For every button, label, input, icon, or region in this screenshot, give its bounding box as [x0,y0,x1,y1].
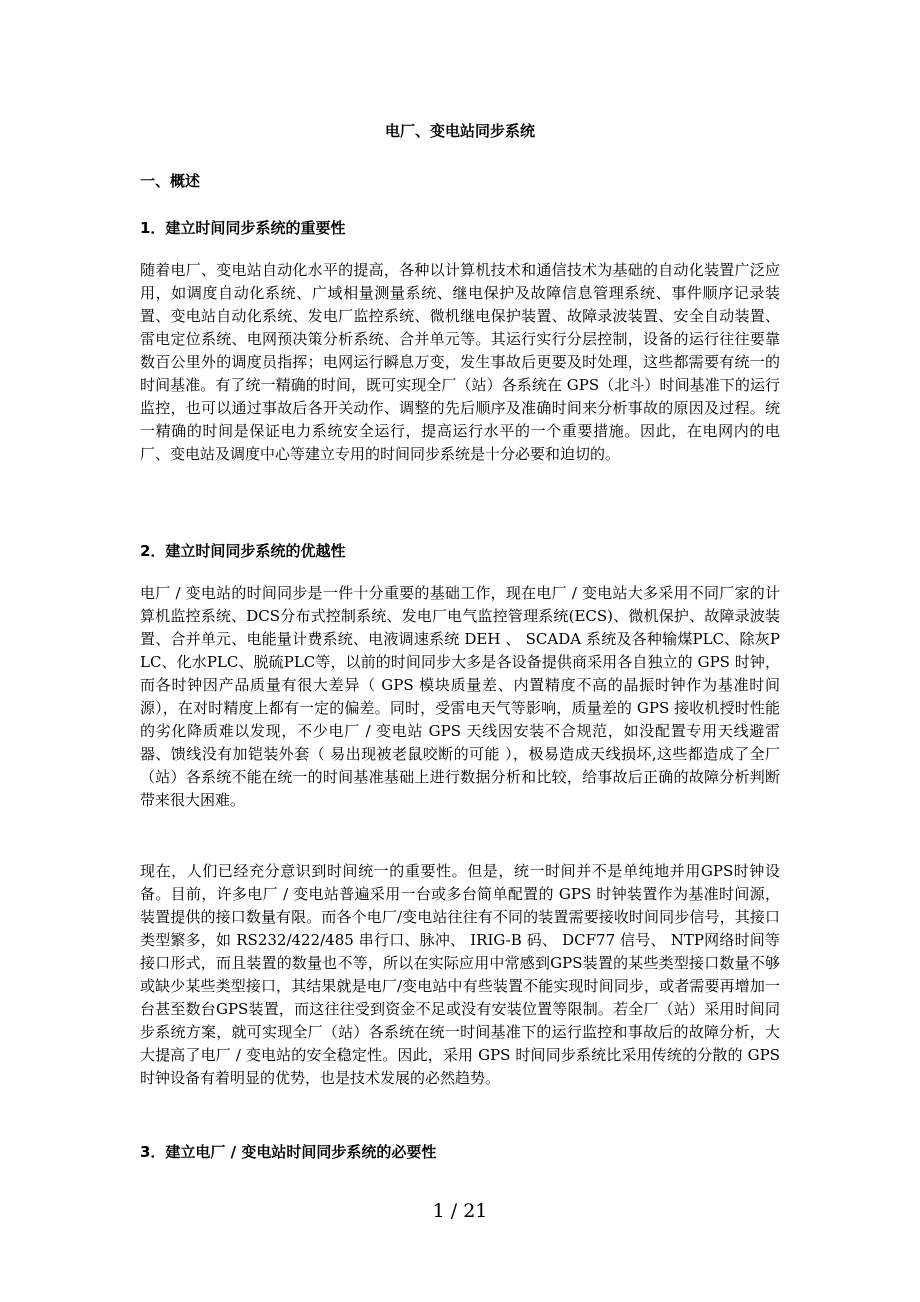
paragraph-advantages-2: 现在，人们已经充分意识到时间统一的重要性。但是，统一时间并不是单纯地并用GPS时钟设备。目前，许多电厂 / 变电站普遍采用一台或多台简单配置的 GPS 时钟装置作为基准时间源，装置提供的接口数量有限。而各个电厂/变电站往往有不同的装置需要接收时间同步信号，其接口类型繁多，如 RS232/422/485 串行口、脉冲、 IRIG-B 码、 DCF77 信号、 NTP网络时间等接口形式，而且装置的数量也不等，所以在实际应用中常感到GPS装置的某些类型接口数量不够或缺少某些类型接口，其结果就是电厂/变电站中有些装置不能实现时间同步，或者需要再增加一台甚至数台GPS装置，而这往往受到资金不足或没有安装位置等限制。若全厂（站）采用时间同步系统方案，就可实现全厂（站）各系统在统一时间基准下的运行监控和事故后的故障分析，大大提高了电厂 / 变电站的安全稳定性。因此，采用 GPS 时间同步系统比采用传统的分散的 GPS 时钟设备有着明显的优势，也是技术发展的必然趋势。 [140,862,780,1087]
paragraph-importance: 随着电厂、变电站自动化水平的提高，各种以计算机技术和通信技术为基础的自动化装置广泛应用，如调度自动化系统、广域相量测量系统、继电保护及故障信息管理系统、事件顺序记录装置、变电站自动化系统、发电厂监控系统、微机继电保护装置、故障录波装置、安全自动装置、雷电定位系统、电网预决策分析系统、合并单元等。其运行实行分层控制，设备的运行往往要靠数百公里外的调度员指挥；电网运行瞬息万变，发生事故后更要及时处理，这些都需要有统一的时间基准。有了统一精确的时间，既可实现全厂（站）各系统在 GPS（北斗）时间基准下的运行监控，也可以通过事故后各开关动作、调整的先后顺序及准确时间来分析事故的原因及过程。统一精确的时间是保证电力系统安全运行，提高运行水平的一个重要措施。因此，在电网内的电厂、变电站及调度中心等建立专用的时间同步系统是十分必要和迫切的。 [140,261,780,463]
section-heading-overview: 一、概述 [140,172,201,190]
document-title: 电厂、变电站同步系统 [384,122,535,140]
subsection-heading-necessity: 3．建立电厂 / 变电站时间同步系统的必要性 [140,1143,437,1161]
subsection-heading-advantages: 2．建立时间同步系统的优越性 [140,542,346,560]
page-number: 1 / 21 [432,1200,488,1222]
subsection-heading-importance: 1．建立时间同步系统的重要性 [140,219,346,237]
paragraph-advantages-1: 电厂 / 变电站的时间同步是一件十分重要的基础工作，现在电厂 / 变电站大多采用不同厂家的计算机监控系统、DCS分布式控制系统、发电厂电气监控管理系统(ECS)、微机保护、故障录波装置、合并单元、电能量计费系统、电液调速系统 DEH 、 SCADA 系统及各种输煤PLC、除灰PLC、化水PLC、脱硫PLC等，以前的时间同步大多是各设备提供商采用各自独立的 GPS 时钟，而各时钟因产品质量有很大差异（ GPS 模块质量差、内置精度不高的晶振时钟作为基准时间源），在对时精度上都有一定的偏差。同时，受雷电天气等影响，质量差的 GPS 接收机授时性能的劣化降质难以发现，不少电厂 / 变电站 GPS 天线因安装不合规范，如没配置专用天线避雷器、馈线没有加铠装外套（ 易出现被老鼠咬断的可能 ），极易造成天线损坏,这些都造成了全厂（站）各系统不能在统一的时间基准基础上进行数据分析和比较，给事故后正确的故障分析判断带来很大困难。 [140,584,780,809]
